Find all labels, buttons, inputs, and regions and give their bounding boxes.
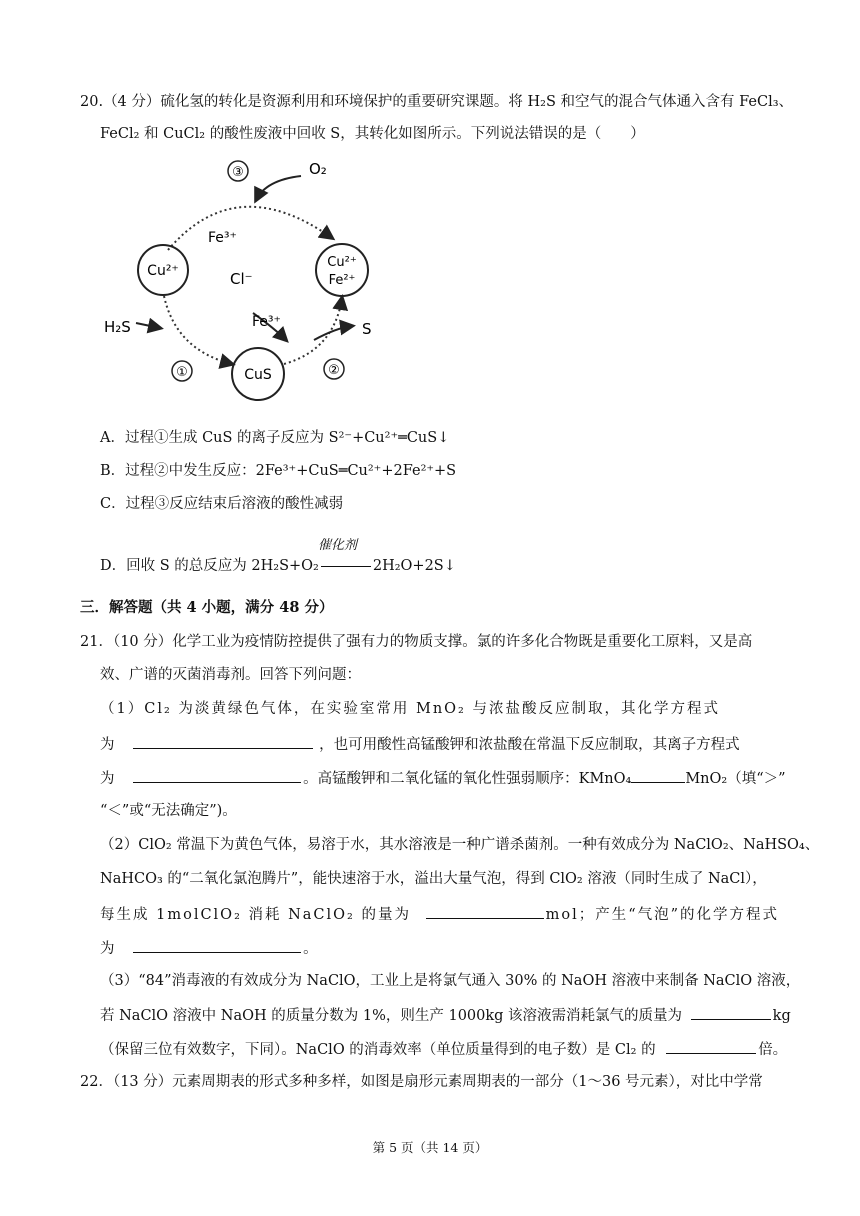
label-s: S bbox=[362, 320, 372, 338]
q21-p3-line3 bbox=[100, 1038, 787, 1060]
q21-p1-line2-text: ，也可用酸性高锰酸钾和浓盐酸在常温下反应制取，其离子方程式 bbox=[319, 737, 740, 753]
label-fe3-bottom: Fe³⁺ bbox=[252, 314, 281, 330]
q21-p2-line4-end: 。 bbox=[303, 941, 318, 957]
q20-stem-line2: FeCl₂ 和 CuCl₂ 的酸性废液中回收 S，其转化如图所示。下列说法错误的是（ ） bbox=[100, 126, 645, 142]
q21-p2-line3-text: 每生成 1molClO₂ 消耗 NaClO₂ 的量为 bbox=[100, 907, 411, 923]
label-cu2-right: Cu²⁺ bbox=[327, 255, 357, 270]
label-fe3-top: Fe³⁺ bbox=[208, 230, 237, 246]
q20-number: 20. bbox=[80, 94, 104, 110]
q21-p3-line2-text: 若 NaClO 溶液中 NaOH 的质量分数为 1%，则生产 1000kg 该溶液需消耗氯气的质量为 bbox=[100, 1008, 683, 1024]
q20-stem1: 硫化氢的转化是资源利用和环境保护的重要研究课题。将 H₂S 和空气的混合气体通入含有 FeCl₃、 bbox=[160, 94, 794, 110]
q21-p1-line4: “＜”或“无法确定”)。 bbox=[100, 803, 237, 819]
q21-p1-wei2: 为 bbox=[100, 771, 115, 787]
q21-p2-line3-end: mol；产生“气泡”的化学方程式 bbox=[545, 907, 780, 923]
page-footer: 第 5 页（共 14 页） bbox=[372, 1140, 488, 1155]
q21-p3-line1: （3）“84”消毒液的有效成分为 NaClO，工业上是将氯气通入 30% 的 NaOH 溶液中来制备 NaClO 溶液， bbox=[100, 973, 801, 989]
blank-chlorine-mass[interactable] bbox=[691, 1004, 771, 1020]
q20-option-c: C．过程③反应结束后溶液的酸性减弱 bbox=[100, 496, 344, 512]
q21-p1-line2 bbox=[100, 733, 740, 755]
q21-p2-wei: 为 bbox=[100, 941, 115, 957]
catalyst-label: 催化剂 bbox=[318, 538, 358, 553]
q21-p3-line2 bbox=[100, 1004, 791, 1026]
label-step3: ③ bbox=[232, 165, 244, 180]
arc-top bbox=[168, 207, 332, 250]
q21-p3-bei: 倍。 bbox=[758, 1042, 788, 1058]
q20-option-d bbox=[100, 556, 456, 576]
q20-score: （4 分） bbox=[103, 94, 161, 110]
blank-naclo2-amount[interactable] bbox=[426, 903, 544, 919]
label-o2: O₂ bbox=[309, 160, 327, 178]
blank-efficiency-ratio[interactable] bbox=[666, 1038, 756, 1054]
s-arrow bbox=[314, 326, 352, 340]
label-cl: Cl⁻ bbox=[230, 270, 253, 288]
blank-bubble-equation[interactable] bbox=[133, 937, 301, 953]
label-fe2-right: Fe²⁺ bbox=[328, 273, 356, 288]
q21-p3-kg: kg bbox=[772, 1008, 791, 1024]
label-cus: CuS bbox=[244, 367, 272, 383]
label-step2: ② bbox=[328, 363, 340, 378]
q21-p2-line1: （2）ClO₂ 常温下为黄色气体，易溶于水，其水溶液是一种广谱杀菌剂。一种有效成分为 NaClO₂、NaHSO₄、 bbox=[100, 837, 820, 853]
q21-p1-line1: （1）Cl₂ 为淡黄绿色气体，在实验室常用 MnO₂ 与浓盐酸反应制取，其化学方程式 bbox=[100, 701, 720, 717]
option-d-suffix: 2H₂O+2S↓ bbox=[372, 558, 456, 574]
q21-p2-line2: NaHCO₃ 的“二氧化氯泡腾片”，能快速溶于水，溢出大量气泡，得到 ClO₂ 溶液（同时生成了 NaCl）， bbox=[100, 871, 767, 887]
arc-left bbox=[164, 296, 232, 364]
q20-option-a: A．过程①生成 CuS 的离子反应为 S²⁻+Cu²⁺═CuS↓ bbox=[100, 430, 450, 446]
blank-oxidizing-order[interactable] bbox=[631, 767, 685, 783]
q21-p1-line3 bbox=[100, 767, 786, 789]
reaction-arrow-line bbox=[321, 566, 371, 567]
label-cu2-left: Cu²⁺ bbox=[147, 263, 179, 279]
cu-fe-right-circle bbox=[316, 244, 368, 296]
label-step1: ① bbox=[176, 365, 188, 380]
q22-line1: 22．（13 分）元素周期表的形式多种多样，如图是扇形元素周期表的一部分（1～36 号元素），对比中学常 bbox=[80, 1074, 763, 1090]
h2s-arrow bbox=[136, 323, 160, 328]
section-3-heading: 三．解答题（共 4 小题，满分 48 分） bbox=[80, 599, 334, 616]
q21-p2-line4 bbox=[100, 937, 318, 959]
q20-option-b: B．过程②中发生反应：2Fe³⁺+CuS═Cu²⁺+2Fe²⁺+S bbox=[100, 463, 457, 479]
q21-p1-line3-text: 。高锰酸钾和二氧化锰的氧化性强弱顺序：KMnO₄ bbox=[303, 771, 632, 787]
q20-stem-line1 bbox=[80, 92, 793, 112]
q21-line2: 效、广谱的灭菌消毒剂。回答下列问题： bbox=[100, 667, 361, 683]
option-d-prefix: D．回收 S 的总反应为 2H₂S+O₂ bbox=[100, 558, 319, 574]
label-h2s: H₂S bbox=[104, 318, 131, 336]
q21-p1-line3-end: MnO₂（填“＞” bbox=[685, 771, 786, 787]
blank-ionic-equation[interactable] bbox=[133, 767, 301, 783]
o2-arrow bbox=[256, 176, 301, 200]
blank-chemical-equation[interactable] bbox=[133, 733, 313, 749]
q21-p3-line3-text: （保留三位有效数字，下同）。NaClO 的消毒效率（单位质量得到的电子数）是 Cl₂ 的 bbox=[100, 1042, 656, 1058]
q21-p1-wei: 为 bbox=[100, 737, 115, 753]
q21-p2-line3 bbox=[100, 903, 779, 925]
cycle-diagram bbox=[96, 150, 386, 410]
q21-line1: 21．（10 分）化学工业为疫情防控提供了强有力的物质支撑。氯的许多化合物既是重要化工原料，又是高 bbox=[80, 634, 753, 650]
